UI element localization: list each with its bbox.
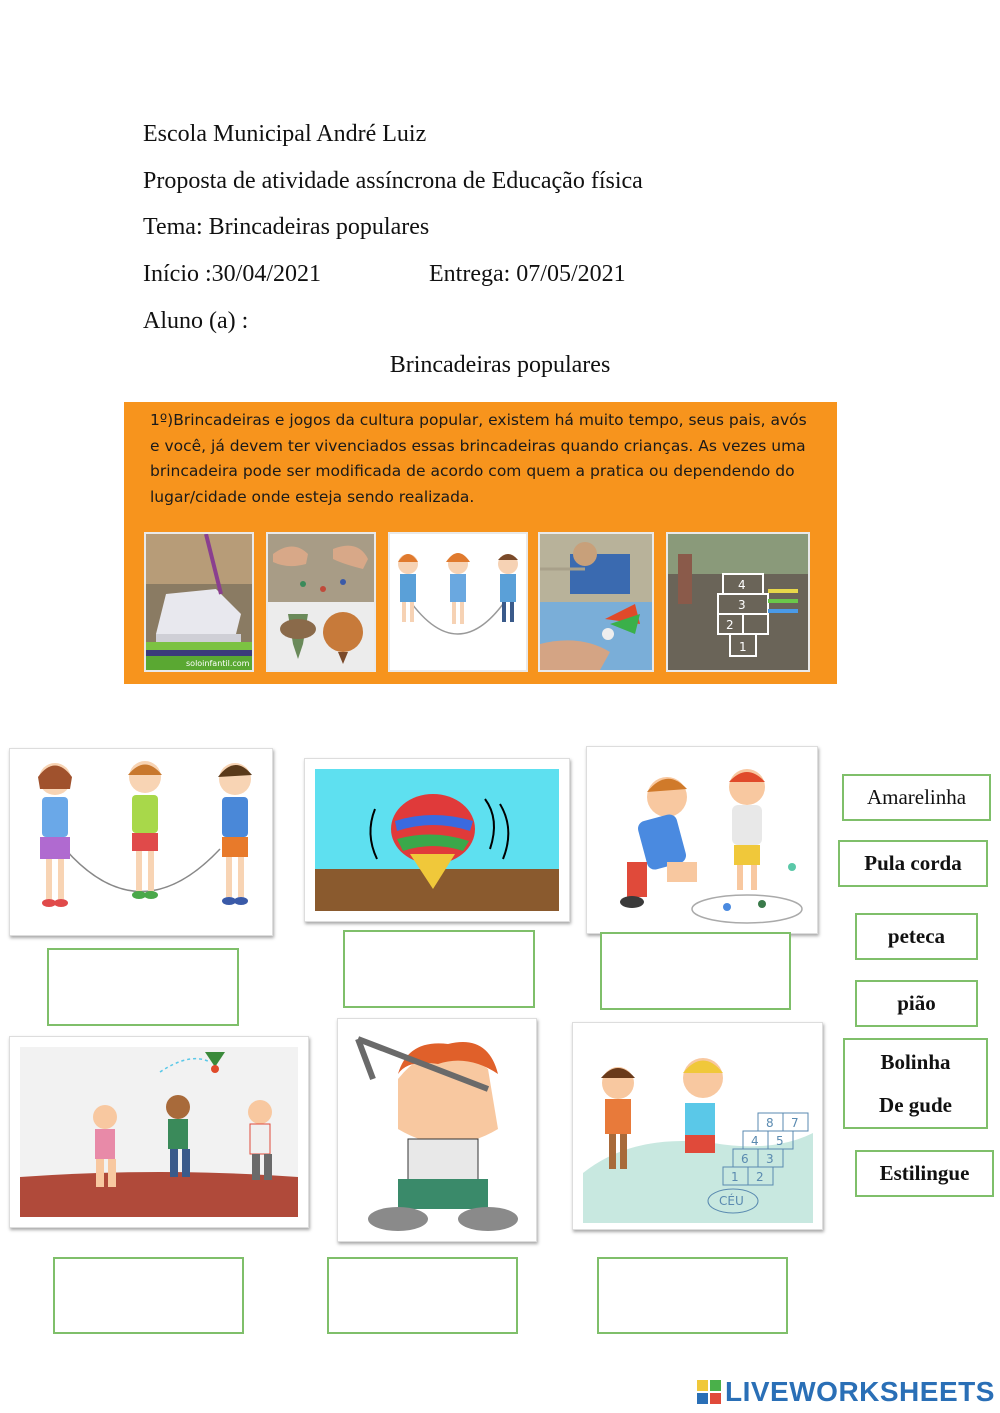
hop-num-5: 5 bbox=[776, 1134, 784, 1148]
school-name: Escola Municipal André Luiz bbox=[143, 121, 427, 147]
hop-num-7: 7 bbox=[791, 1116, 799, 1130]
marbles-top-photo bbox=[266, 532, 376, 672]
answer-box-spinning-top[interactable] bbox=[343, 930, 535, 1008]
answer-box-jump-rope[interactable] bbox=[47, 948, 239, 1026]
hop-num-6: 6 bbox=[741, 1152, 749, 1166]
word-bolinha-line1: Bolinha bbox=[880, 1049, 951, 1074]
liveworksheets-logo-text: LIVEWORKSHEETS bbox=[725, 1376, 995, 1407]
hopscotch-photo-number-1: 1 bbox=[739, 640, 747, 654]
peteca-picture bbox=[9, 1036, 309, 1228]
spinning-top-picture bbox=[304, 758, 570, 922]
hopscotch-photo bbox=[666, 532, 810, 672]
word-estilingue[interactable]: Estilingue bbox=[855, 1150, 994, 1197]
word-bolinha-line2: De gude bbox=[879, 1092, 952, 1117]
banner-text: 1º)Brincadeiras e jogos da cultura popular, existem há muito tempo, seus pais, avós e você, já devem ter vivenciados essas brincadeiras quando crianças. As vezes uma brincadeira pode ser modificada de acordo com quem a pratica ou dependendo do lugar/cidade onde esteja sendo realizada. bbox=[150, 411, 807, 506]
intro-banner bbox=[124, 402, 837, 684]
hopscotch-photo-number-4: 4 bbox=[738, 578, 746, 592]
hop-num-4: 4 bbox=[751, 1134, 759, 1148]
slingshot-picture bbox=[337, 1018, 537, 1242]
answer-box-marbles[interactable] bbox=[600, 932, 791, 1010]
due-date: Entrega: 07/05/2021 bbox=[429, 261, 626, 287]
answer-box-slingshot[interactable] bbox=[327, 1257, 518, 1334]
hopscotch-picture bbox=[572, 1022, 823, 1230]
jump-rope-kids-illustration bbox=[388, 532, 528, 672]
start-date: Início :30/04/2021 bbox=[143, 261, 321, 287]
hop-num-1: 1 bbox=[731, 1170, 739, 1184]
liveworksheets-logo bbox=[697, 1377, 995, 1407]
answer-box-peteca[interactable] bbox=[53, 1257, 244, 1334]
marbles-picture bbox=[586, 746, 818, 934]
word-amarelinha[interactable]: Amarelinha bbox=[842, 774, 991, 821]
word-piao[interactable]: pião bbox=[855, 980, 978, 1027]
section-title: Brincadeiras populares bbox=[389, 352, 611, 378]
elastic-jump-photo bbox=[144, 532, 254, 672]
hop-num-3: 3 bbox=[766, 1152, 774, 1166]
hopscotch-photo-number-3: 3 bbox=[738, 598, 746, 612]
hop-num-2: 2 bbox=[756, 1170, 764, 1184]
activity-proposal: Proposta de atividade assíncrona de Educação física bbox=[143, 168, 643, 194]
word-bolinha-de-gude[interactable] bbox=[843, 1038, 988, 1129]
jump-rope-picture bbox=[9, 748, 273, 936]
answer-box-hopscotch[interactable] bbox=[597, 1257, 788, 1334]
slingshot-peteca-photo bbox=[538, 532, 654, 672]
word-pula-corda[interactable]: Pula corda bbox=[838, 840, 988, 887]
hopscotch-photo-number-2: 2 bbox=[726, 618, 734, 632]
liveworksheets-logo-icon bbox=[697, 1380, 721, 1404]
word-peteca[interactable]: peteca bbox=[855, 913, 978, 960]
hop-num-8: 8 bbox=[766, 1116, 774, 1130]
thumb-watermark: soloinfantil.com bbox=[186, 659, 250, 668]
student-label: Aluno (a) : bbox=[143, 308, 249, 334]
theme-line: Tema: Brincadeiras populares bbox=[143, 214, 430, 240]
hop-ceu: CÉU bbox=[719, 1194, 744, 1208]
